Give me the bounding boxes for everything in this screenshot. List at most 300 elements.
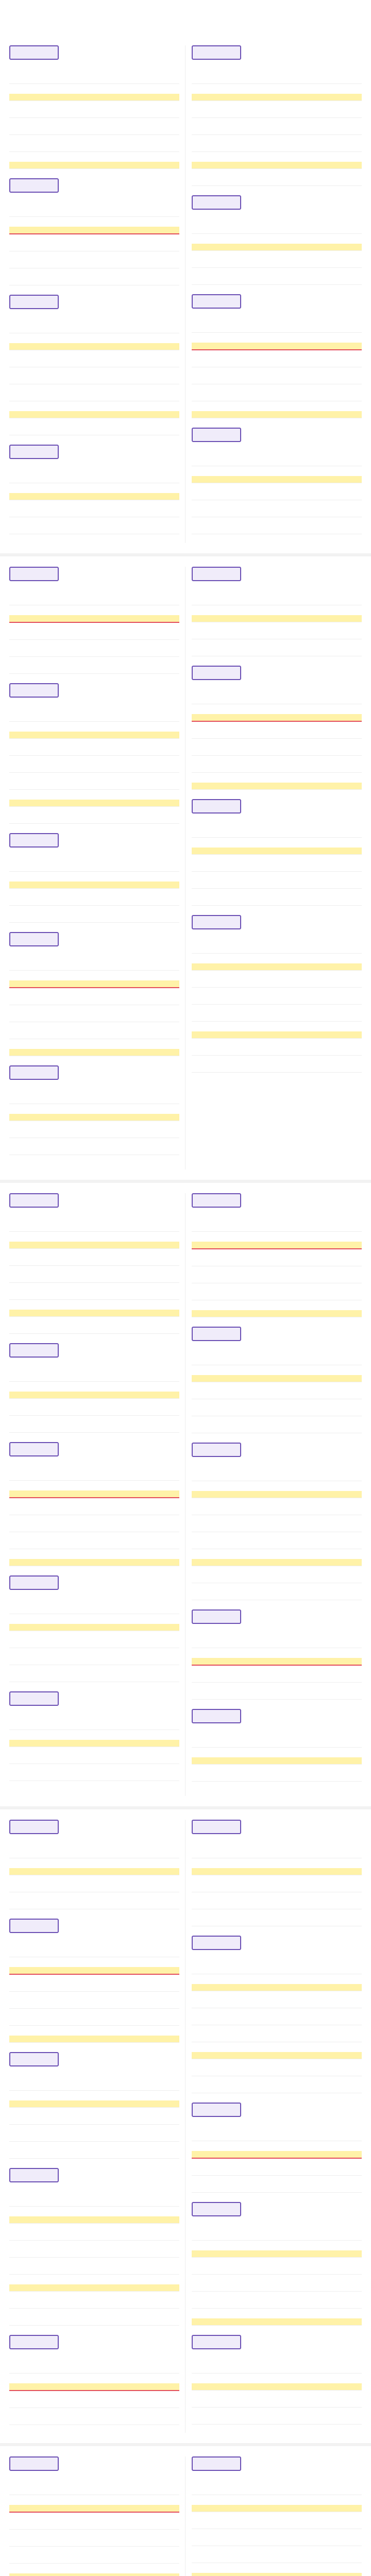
- lesson-tag: [9, 1065, 59, 1080]
- right-column: [192, 567, 362, 1170]
- lesson-tag: [9, 295, 59, 309]
- note-block: [192, 567, 362, 656]
- note-block: [192, 2335, 362, 2433]
- lesson-tag: [9, 833, 59, 848]
- text-line: [9, 807, 179, 824]
- text-line: [192, 1974, 362, 1991]
- left-column: [9, 2456, 179, 2576]
- right-column: [192, 1193, 362, 1796]
- text-line: [9, 1249, 179, 1266]
- text-line: [192, 2076, 362, 2093]
- text-line: [9, 1665, 179, 1682]
- text-line: [192, 333, 362, 350]
- text-line: [192, 855, 362, 872]
- text-line: [9, 2108, 179, 2125]
- text-line: [192, 1909, 362, 1926]
- text-line: [192, 483, 362, 500]
- lesson-tag: [192, 1820, 241, 1834]
- text-line: [9, 2408, 179, 2425]
- text-line: [192, 1957, 362, 1974]
- document-pages: [0, 35, 371, 2576]
- text-line: [9, 1515, 179, 1532]
- text-line: [192, 2224, 362, 2241]
- text-line: [192, 1532, 362, 1549]
- text-line: [192, 756, 362, 773]
- text-line: [9, 1300, 179, 1317]
- page-section: [0, 2443, 371, 2576]
- text-line: [9, 1121, 179, 1138]
- text-line: [192, 118, 362, 135]
- text-line: [9, 722, 179, 739]
- note-block: [9, 445, 179, 534]
- text-line: [192, 401, 362, 418]
- page-title: [0, 4, 371, 35]
- text-line: [192, 1215, 362, 1232]
- text-line: [192, 2529, 362, 2546]
- lesson-tag: [192, 195, 241, 210]
- page-section: [0, 1180, 371, 1806]
- text-line: [9, 1155, 179, 1170]
- text-line: [9, 135, 179, 152]
- text-line: [9, 367, 179, 384]
- text-line: [192, 1765, 362, 1782]
- text-line: [192, 1991, 362, 2008]
- lesson-tag: [192, 294, 241, 309]
- text-line: [9, 2513, 179, 2530]
- lesson-tag: [9, 932, 59, 946]
- text-line: [9, 200, 179, 217]
- text-line: [9, 1104, 179, 1121]
- text-line: [192, 1748, 362, 1765]
- lesson-tag: [192, 2103, 241, 2117]
- note-block: [9, 1691, 179, 1796]
- text-line: [9, 466, 179, 483]
- lesson-tag: [192, 799, 241, 814]
- text-line: [9, 1005, 179, 1022]
- note-block: [9, 178, 179, 285]
- text-line: [9, 2241, 179, 2258]
- text-line: [192, 2391, 362, 2408]
- text-line: [192, 773, 362, 790]
- text-line: [192, 1549, 362, 1566]
- text-line: [9, 971, 179, 988]
- lesson-tag: [192, 2202, 241, 2216]
- text-line: [9, 1464, 179, 1481]
- text-line: [9, 855, 179, 872]
- text-line: [192, 1731, 362, 1748]
- note-block: [9, 1065, 179, 1170]
- text-line: [192, 2159, 362, 2176]
- text-line: [9, 640, 179, 657]
- text-line: [9, 84, 179, 101]
- text-line: [9, 1532, 179, 1549]
- text-line: [9, 1266, 179, 1283]
- text-line: [192, 1039, 362, 1056]
- note-block: [192, 45, 362, 186]
- text-line: [192, 1416, 362, 1433]
- text-line: [9, 1087, 179, 1104]
- page-section: [0, 1806, 371, 2443]
- text-line: [9, 234, 179, 251]
- lesson-tag: [192, 1327, 241, 1341]
- lesson-tag: [9, 1193, 59, 1208]
- text-line: [192, 2059, 362, 2076]
- text-line: [9, 500, 179, 517]
- text-line: [192, 2563, 362, 2576]
- text-line: [192, 937, 362, 954]
- text-line: [192, 1566, 362, 1583]
- text-line: [9, 1892, 179, 1909]
- note-block: [192, 1936, 362, 2093]
- text-line: [9, 1022, 179, 1039]
- text-line: [192, 605, 362, 622]
- text-line: [9, 1232, 179, 1249]
- note-block: [192, 1327, 362, 1433]
- lesson-tag: [9, 2335, 59, 2349]
- lesson-tag: [9, 683, 59, 698]
- text-line: [9, 316, 179, 333]
- text-line: [192, 872, 362, 889]
- left-column: [9, 1193, 179, 1796]
- note-block: [192, 428, 362, 534]
- text-line: [9, 739, 179, 756]
- left-column: [9, 567, 179, 1170]
- text-line: [192, 1249, 362, 1266]
- page-section: [0, 553, 371, 1180]
- lesson-tag: [192, 45, 241, 60]
- lesson-tag: [9, 178, 59, 193]
- note-block: [9, 2335, 179, 2425]
- text-line: [9, 333, 179, 350]
- lesson-tag: [9, 1343, 59, 1358]
- text-line: [192, 889, 362, 906]
- text-line: [192, 251, 362, 268]
- text-line: [192, 1892, 362, 1909]
- text-line: [9, 350, 179, 367]
- text-line: [9, 1781, 179, 1796]
- note-block: [192, 799, 362, 906]
- text-line: [192, 821, 362, 838]
- note-block: [9, 2052, 179, 2159]
- text-line: [192, 588, 362, 605]
- text-line: [9, 1730, 179, 1747]
- text-line: [192, 1283, 362, 1300]
- text-line: [9, 2074, 179, 2091]
- lesson-tag: [9, 2052, 59, 2066]
- text-line: [192, 2042, 362, 2059]
- text-line: [9, 1631, 179, 1648]
- text-line: [192, 2176, 362, 2193]
- right-column: [192, 1820, 362, 2433]
- note-block: [192, 1709, 362, 1796]
- text-line: [192, 2141, 362, 2159]
- text-line: [192, 1782, 362, 1796]
- text-line: [192, 1348, 362, 1365]
- text-line: [9, 418, 179, 435]
- text-line: [9, 2207, 179, 2224]
- text-line: [9, 954, 179, 971]
- lesson-tag: [192, 666, 241, 680]
- lesson-tag: [9, 1575, 59, 1590]
- text-line: [192, 449, 362, 466]
- text-line: [192, 1300, 362, 1317]
- text-line: [9, 1975, 179, 1992]
- text-line: [9, 2374, 179, 2391]
- text-line: [9, 1215, 179, 1232]
- text-line: [9, 1940, 179, 1957]
- text-line: [192, 1875, 362, 1892]
- text-line: [192, 517, 362, 534]
- text-line: [192, 2008, 362, 2025]
- text-line: [192, 350, 362, 367]
- note-block: [192, 666, 362, 790]
- text-line: [9, 268, 179, 285]
- text-line: [192, 2546, 362, 2563]
- lesson-tag: [9, 1820, 59, 1834]
- text-line: [192, 1399, 362, 1416]
- note-block: [192, 915, 362, 1073]
- text-line: [192, 1022, 362, 1039]
- lesson-tag: [192, 428, 241, 442]
- text-line: [192, 152, 362, 169]
- text-line: [9, 605, 179, 623]
- text-line: [9, 2547, 179, 2564]
- lesson-tag: [9, 1919, 59, 1933]
- text-line: [9, 872, 179, 889]
- text-line: [9, 2275, 179, 2292]
- text-line: [192, 1365, 362, 1382]
- text-line: [9, 2495, 179, 2513]
- text-line: [192, 2495, 362, 2512]
- lesson-tag: [9, 445, 59, 459]
- lesson-tag: [192, 2335, 241, 2349]
- text-line: [9, 1416, 179, 1433]
- text-line: [192, 367, 362, 384]
- text-line: [9, 1841, 179, 1858]
- text-line: [9, 2258, 179, 2275]
- text-line: [9, 2009, 179, 2026]
- text-line: [192, 722, 362, 739]
- text-line: [192, 2512, 362, 2529]
- text-line: [9, 1317, 179, 1334]
- text-line: [9, 2357, 179, 2374]
- note-block: [9, 1193, 179, 1334]
- note-block: [9, 1442, 179, 1566]
- lesson-tag: [9, 45, 59, 60]
- lesson-tag: [192, 2456, 241, 2471]
- text-line: [192, 1382, 362, 1399]
- note-block: [9, 295, 179, 435]
- text-line: [192, 2357, 362, 2374]
- text-line: [192, 316, 362, 333]
- text-line: [9, 2224, 179, 2241]
- text-line: [192, 704, 362, 722]
- text-line: [9, 1764, 179, 1781]
- text-line: [192, 1056, 362, 1073]
- text-line: [192, 2374, 362, 2391]
- text-line: [9, 2026, 179, 2043]
- text-line: [192, 1666, 362, 1683]
- note-block: [9, 2456, 179, 2576]
- text-line: [9, 118, 179, 135]
- text-line: [192, 169, 362, 186]
- text-line: [192, 739, 362, 756]
- text-line: [192, 1683, 362, 1700]
- note-block: [192, 2103, 362, 2193]
- text-line: [192, 1515, 362, 1532]
- text-line: [192, 1232, 362, 1249]
- lesson-tag: [9, 567, 59, 581]
- text-line: [192, 1583, 362, 1600]
- text-line: [9, 1283, 179, 1300]
- lesson-tag: [192, 1709, 241, 1723]
- text-line: [9, 2391, 179, 2408]
- text-line: [9, 517, 179, 534]
- text-line: [192, 2258, 362, 2275]
- text-line: [9, 401, 179, 418]
- text-line: [9, 101, 179, 118]
- text-line: [9, 889, 179, 906]
- right-column: [192, 45, 362, 543]
- text-line: [192, 234, 362, 251]
- note-block: [9, 1575, 179, 1682]
- note-block: [9, 45, 179, 169]
- note-block: [9, 2168, 179, 2326]
- text-line: [9, 988, 179, 1005]
- text-line: [192, 384, 362, 401]
- left-column: [9, 1820, 179, 2433]
- text-line: [192, 1266, 362, 1283]
- text-line: [192, 1464, 362, 1481]
- text-line: [9, 1365, 179, 1382]
- text-line: [192, 2025, 362, 2042]
- text-line: [9, 1858, 179, 1875]
- text-line: [192, 500, 362, 517]
- text-line: [192, 639, 362, 656]
- text-line: [9, 773, 179, 790]
- lesson-tag: [192, 1193, 241, 1208]
- page-section: [0, 35, 371, 553]
- lesson-tag: [9, 1691, 59, 1706]
- text-line: [9, 251, 179, 268]
- text-line: [9, 1992, 179, 2009]
- text-line: [9, 2125, 179, 2142]
- lesson-tag: [9, 1442, 59, 1456]
- text-line: [9, 2091, 179, 2108]
- text-line: [9, 657, 179, 674]
- note-block: [9, 1919, 179, 2043]
- text-line: [9, 1875, 179, 1892]
- text-line: [192, 1481, 362, 1498]
- lesson-tag: [9, 2456, 59, 2471]
- text-line: [192, 2425, 362, 2433]
- text-line: [192, 466, 362, 483]
- note-block: [192, 2456, 362, 2576]
- note-block: [192, 1609, 362, 1700]
- text-line: [192, 268, 362, 285]
- text-line: [9, 1713, 179, 1730]
- note-block: [9, 932, 179, 1056]
- text-line: [192, 2124, 362, 2141]
- note-block: [9, 1820, 179, 1909]
- note-block: [9, 833, 179, 923]
- text-line: [192, 2478, 362, 2495]
- right-column: [192, 2456, 362, 2576]
- text-line: [9, 623, 179, 640]
- text-line: [9, 1039, 179, 1056]
- text-line: [192, 1841, 362, 1858]
- left-column: [9, 45, 179, 543]
- text-line: [192, 217, 362, 234]
- text-line: [192, 687, 362, 704]
- text-line: [192, 2309, 362, 2326]
- text-line: [9, 1481, 179, 1498]
- text-line: [9, 2292, 179, 2309]
- text-line: [192, 1498, 362, 1515]
- text-line: [9, 2190, 179, 2207]
- text-line: [9, 2142, 179, 2159]
- text-line: [9, 588, 179, 605]
- lesson-tag: [192, 1609, 241, 1624]
- text-line: [192, 1648, 362, 1666]
- text-line: [9, 1138, 179, 1155]
- text-line: [9, 1498, 179, 1515]
- note-block: [192, 1443, 362, 1600]
- text-line: [192, 838, 362, 855]
- note-block: [192, 2202, 362, 2326]
- note-block: [9, 1343, 179, 1433]
- text-line: [9, 906, 179, 923]
- text-line: [192, 2408, 362, 2425]
- text-line: [192, 988, 362, 1005]
- text-line: [9, 217, 179, 234]
- text-line: [192, 84, 362, 101]
- note-block: [9, 683, 179, 824]
- text-line: [9, 1648, 179, 1665]
- text-line: [192, 1631, 362, 1648]
- text-line: [9, 2478, 179, 2495]
- text-line: [9, 756, 179, 773]
- note-block: [192, 294, 362, 418]
- text-line: [9, 705, 179, 722]
- text-line: [9, 1382, 179, 1399]
- text-line: [192, 1005, 362, 1022]
- text-line: [9, 1549, 179, 1566]
- text-line: [9, 1399, 179, 1416]
- text-line: [192, 2275, 362, 2292]
- note-block: [9, 567, 179, 674]
- lesson-tag: [9, 2168, 59, 2182]
- text-line: [9, 2564, 179, 2576]
- lesson-tag: [192, 1443, 241, 1457]
- text-line: [192, 971, 362, 988]
- note-block: [192, 1820, 362, 1926]
- text-line: [192, 622, 362, 639]
- lesson-tag: [192, 567, 241, 581]
- text-line: [192, 135, 362, 152]
- text-line: [9, 790, 179, 807]
- text-line: [9, 1614, 179, 1631]
- lesson-tag: [192, 1936, 241, 1950]
- note-block: [192, 195, 362, 285]
- text-line: [9, 152, 179, 169]
- text-line: [9, 1597, 179, 1614]
- note-block: [192, 1193, 362, 1317]
- text-line: [9, 2309, 179, 2326]
- text-line: [9, 1957, 179, 1975]
- text-line: [192, 67, 362, 84]
- text-line: [192, 954, 362, 971]
